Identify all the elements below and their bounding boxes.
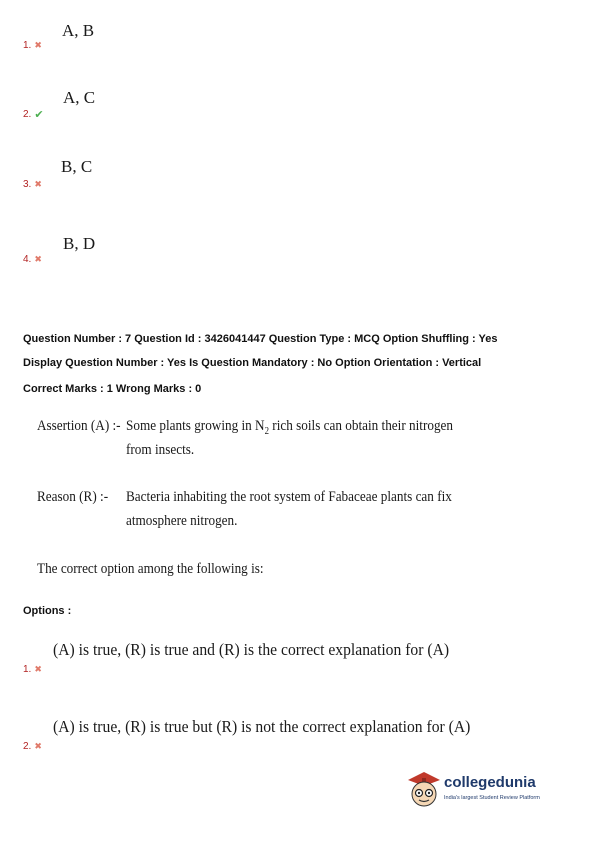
- cross-icon: ✖: [34, 40, 42, 50]
- logo-tagline: India's largest Student Review Platform: [444, 795, 540, 801]
- cross-icon: ✖: [34, 254, 42, 264]
- question-meta-line-3: Correct Marks : 1 Wrong Marks : 0: [23, 383, 202, 395]
- logo-brand: collegedunia: [444, 774, 536, 791]
- option-number: 1. ✖: [23, 40, 42, 52]
- mascot-icon: [404, 768, 442, 812]
- assertion-label: Assertion (A) :-: [37, 418, 121, 434]
- cross-icon: ✖: [34, 664, 42, 674]
- assertion-line-2: from insects.: [126, 442, 195, 458]
- assertion-line-1: Some plants growing in $N_2$ rich soils can obtain their nitrogen: [126, 418, 454, 437]
- check-icon: ✔: [34, 109, 44, 121]
- option-text: (A) is true, (R) is true and (R) is the correct explanation for (A): [53, 640, 450, 659]
- reason-label: Reason (R) :-: [37, 489, 109, 505]
- cross-icon: ✖: [34, 741, 42, 751]
- option-text: A, C: [63, 88, 96, 107]
- option-text: B, D: [63, 234, 96, 253]
- option-text: (A) is true, (R) is true but (R) is not the correct explanation for (A): [53, 717, 471, 736]
- cross-icon: ✖: [34, 179, 42, 189]
- option-number: 3. ✖: [23, 179, 42, 191]
- options-label: Options :: [23, 605, 72, 617]
- reason-line-1: Bacteria inhabiting the root system of Fabaceae plants can fix: [126, 489, 452, 505]
- option-text: A, B: [62, 21, 95, 40]
- collegedunia-logo: [404, 768, 564, 812]
- question-meta-line-2: Display Question Number : Yes Is Question Mandatory : No Option Orientation : Vertical: [23, 357, 482, 369]
- option-text: B, C: [61, 157, 93, 176]
- option-number: 2. ✔: [23, 109, 44, 121]
- option-number: 4. ✖: [23, 254, 42, 266]
- question-meta-line-1: Question Number : 7 Question Id : 3426041447 Question Type : MCQ Option Shuffling : Yes: [23, 333, 498, 345]
- question-prompt: The correct option among the following is:: [37, 561, 264, 577]
- option-number: 2. ✖: [23, 741, 42, 753]
- reason-line-2: atmosphere nitrogen.: [126, 513, 238, 529]
- option-number: 1. ✖: [23, 664, 42, 676]
